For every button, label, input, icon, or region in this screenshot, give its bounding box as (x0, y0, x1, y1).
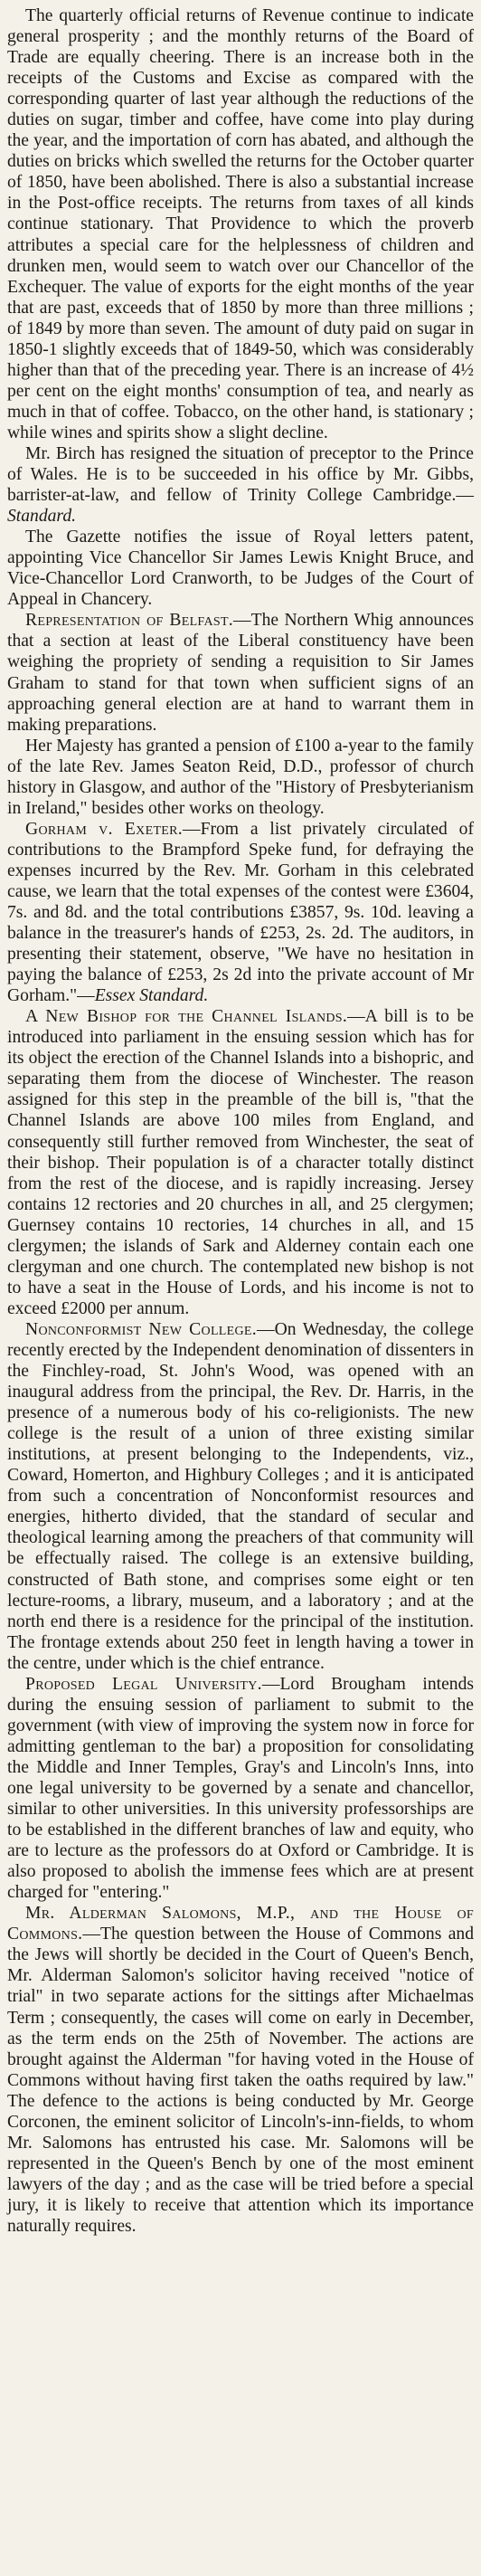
paragraph-text: Her Majesty has granted a pension of £100 a-year to the family of the late Rev. James Seaton Reid, D.D., professor of church history in Glasgow, and author of the "History of Presbyterianism in Ireland," besides other works on theology. (7, 736, 474, 818)
paragraph-text: The Gazette notifies the issue of Royal letters patent, appointing Vice Chancellor Sir James Lewis Knight Bruce, and Vice-Chancellor Lord Cranworth, to be Judges of the Court of Appeal in Chancery. (7, 528, 474, 610)
paragraph-heading: Mr. Alderman Salomons, M.P., and the House of Commons. (7, 1904, 474, 1944)
paragraph-university (7, 1674, 474, 1904)
paragraph-salomons (7, 1903, 474, 2237)
paragraph-text: —From a list privately circulated of contributions to the Brampford Speke fund, for defraying the expenses incurred by the Rev. Mr. Gorham in this celebrated cause, we learn that the total expenses of the contest were £3604, 7s. and 8d. and the total contributions £3857, 9s. 10d. leaving a balance in the treasurer's hands of £253, 2s. 2d. The auditors, in presenting their statement, observe, "We have no hesitation in paying the balance of £253, 2s 2d into the private account of Mr Gorham."— (7, 819, 474, 1006)
paragraph-text: The quarterly official returns of Revenue continue to indicate general prosperity ; and the monthly returns of the Board of Trade are equally cheering. There is an increase both in the receipts of the Customs and Excise as compared with the corresponding quarter of last year although the reductions of the duties on sugar, timber and coffee, have come into play during the year, and the importation of corn has abated, and although the duties on bricks which swelled the returns for the October quarter of 1850, have been abolished. There is also a substantial increase in the Post-office receipts. The returns from taxes of all kinds continue stationary. That Providence to which the proverb attributes a special care for the helplessness of children and drunken men, would seem to watch over our Chancellor of the Exchequer. The value of exports for the eight months of the year that are past, exceeds that of 1850 by more than three millions ; of 1849 by more than seven. The amount of duty paid on sugar in 1850-1 slightly exceeds that of 1849-50, which was considerably higher than that of the preceding year. There is an increase of 4½ per cent on the eight months' consumption of tea, and nearly as much in that of coffee. Tobacco, on the other hand, is stationary ; while wines and spirits show a slight decline. (7, 6, 474, 442)
paragraph-gazette (7, 527, 474, 610)
paragraph-text: —A bill is to be introduced into parliament in the ensuing session which has for its object the erection of the Channel Islands into a bishopric, and separating them from the diocese of Winchester. The reason assigned for this step in the preamble of the bill is, "that the Channel Islands are above 100 miles from England, and consequently still further removed from Winchester, the seat of their bishop. Their population is of a character totally distinct from the rest of the diocese, and is rapidly increasing. Jersey contains 12 rectories and 20 churches in all, and 25 clergymen; Guernsey contains 10 rectories, 14 churches in all, and 15 clergymen; the islands of Sark and Alderney contain each one clergyman and one church. The contemplated new bishop is not to have a seat in the House of Lords, and his income is not to exceed £2000 per annum. (7, 1007, 474, 1318)
paragraph-text: —The Northern Whig announces that a section at least of the Liberal constituency have been weighing the propriety of sending a requisition to Sir James Graham to stand for that town when sufficient signs of an approaching general election are at hand to warrant them in making preparations. (7, 611, 474, 735)
paragraph-heading: Representation of Belfast. (25, 611, 234, 631)
paragraph-college (7, 1319, 474, 1674)
paragraph-birch (7, 443, 474, 527)
paragraph-belfast (7, 610, 474, 735)
paragraph-majesty (7, 736, 474, 819)
paragraph-gorham (7, 819, 474, 1006)
paragraph-heading: Nonconformist New College. (25, 1319, 257, 1339)
paragraph-text: Mr. Birch has resigned the situation of preceptor to the Prince of Wales. He is to be succeeded in his office by Mr. Gibbs, barrister-at-law, and fellow of Trinity College Cambridge.— (7, 443, 474, 506)
paragraph-heading: A New Bishop for the Channel Islands. (25, 1007, 348, 1027)
paragraph-text: —Lord Brougham intends during the ensuing session of parliament to submit to the government (with view of improving the system now in force for admitting gentleman to the bar) a proposition for consolidating the Middle and Inner Temples, Gray's and Lincoln's Inns, into one legal university to be governed by a senate and chancellor, similar to other universities. In this university professorships are to be established in the different branches of law and equity, who are to lecture as the professors do at Oxford or Cambridge. It is also proposed to abolish the immense fees which are at present charged for "entering." (7, 1674, 474, 1903)
paragraph-source: Standard. (7, 507, 77, 527)
paragraph-bishop (7, 1006, 474, 1319)
paragraph-heading: Gorham v. Exeter. (25, 819, 183, 839)
paragraph-source: Essex Standard. (94, 986, 209, 1006)
paragraph-text: —On Wednesday, the college recently erected by the Independent denomination of dissenters in the Finchley-road, St. John's Wood, was opened with an inaugural address from the principal, the Rev. Dr. Harris, in the presence of a numerous body of his co-religionists. The new college is the result of a union of three existing similar institutions, at present belonging to the Independents, viz., Coward, Homerton, and Highbury Colleges ; and it is anticipated from such a concentration of Nonconformist resources and energies, hitherto divided, that the standard of secular and theological learning among the preachers of that community will be effectually raised. The college is an extensive building, constructed of Bath stone, and comprises some eight or ten lecture-rooms, a library, museum, and a laboratory ; and at the north end there is a residence for the principal of the institution. The frontage extends about 250 feet in length having a tower in the centre, under which is the chief entrance. (7, 1319, 475, 1673)
paragraph-text: —The question between the House of Commons and the Jews will shortly be decided in the Court of Queen's Bench, Mr. Alderman Salomon's solicitor having received "notice of trial" in two separate actions for the sittings after Michaelmas Term ; consequently, the cases will come on early in December, as the term ends on the 25th of November. The actions are brought against the Alderman "for having voted in the House of Commons without having first taken the oaths required by law." The defence to the actions is being conducted by Mr. George Corconen, the eminent solicitor of Lincoln's-inn-fields, to whom Mr. Salomons has entrusted his case. Mr. Salomons will be represented in the Queen's Bench by one of the most eminent lawyers of the day ; and as the case will be tried before a special jury, it is likely to receive that attention which its importance naturally requires. (7, 1925, 474, 2236)
paragraph-heading: Proposed Legal University. (25, 1674, 262, 1694)
paragraph-revenue (7, 5, 474, 443)
